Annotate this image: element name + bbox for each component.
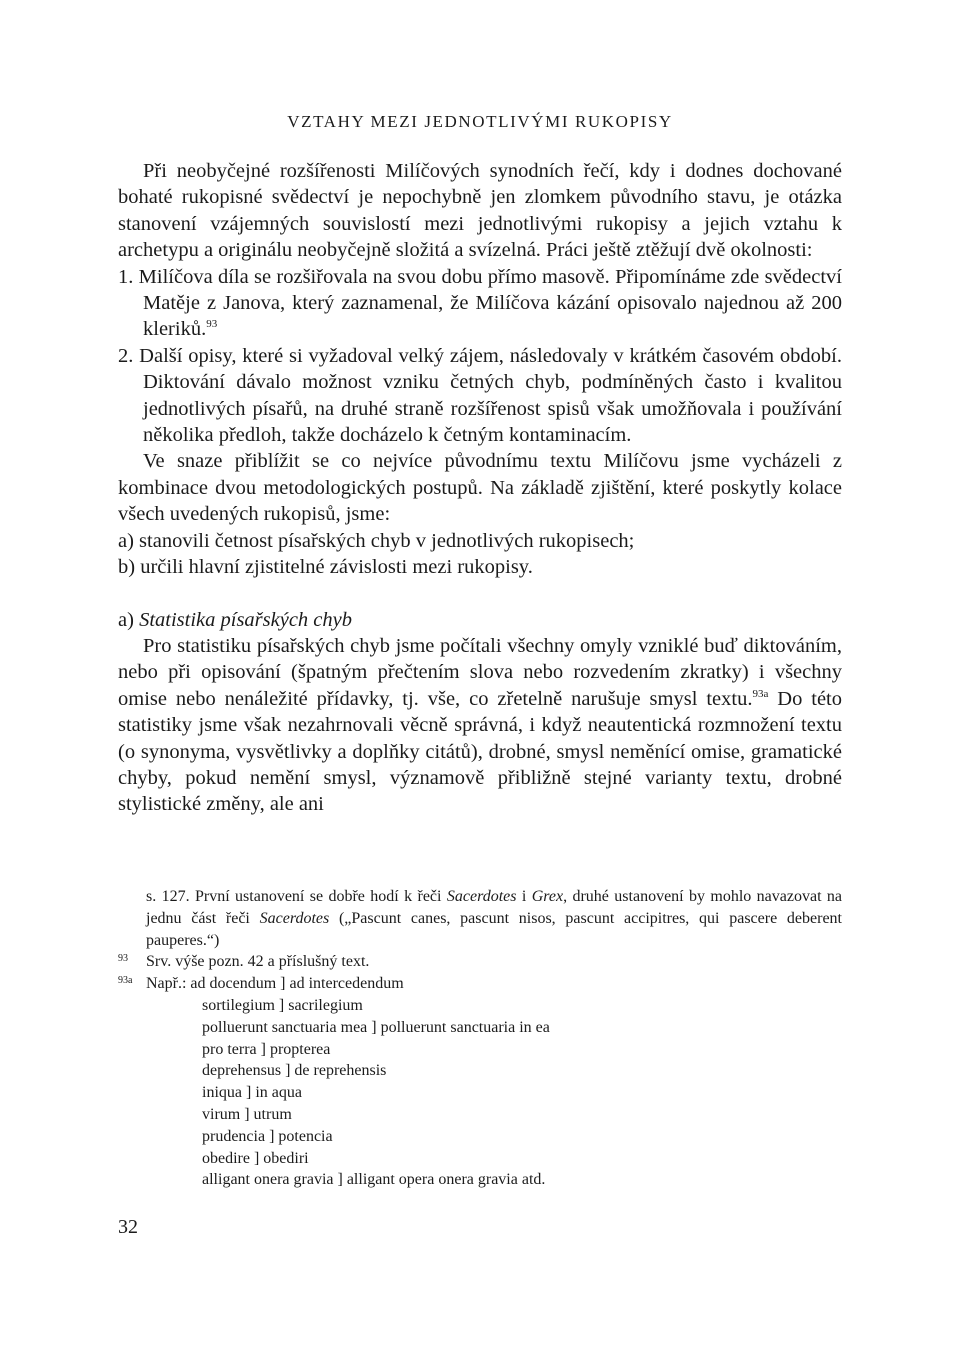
list-item-1 (118, 264, 842, 343)
paragraph-statistics-b: Do této statistiky jsme však nezahrnovali věcně správná, i když neautentická rozmnožení textu (o synonyma, vysvětlivky a doplňky citátů), drobné, smysl neměnící omise, gramatické chyby, pokud nemění smysl, významově přibližně stejné varianty textu, drobné stylistické změny, ale ani (118, 687, 842, 816)
list-item-a: a) stanovili četnost písařských chyb v jednotlivých rukopisech; (118, 529, 635, 552)
paragraph-intro: Při neobyčejné rozšířenosti Milíčových synodních řečí, kdy i dodnes dochované bohaté rukopisné svědectví je nepochybně jen zlomkem původního stavu, je otázka stanovení vzájemných souvislostí mezi jednotlivými rukopisy a jejich vztahu k archetypu a originálu neobyčejně složitá a svízelná. Práci ještě ztěžují dvě okolnosti: (118, 160, 842, 262)
variant-list (118, 995, 842, 1191)
section-title: Statistika písařských chyb (139, 608, 352, 631)
section-heading (118, 607, 842, 633)
running-header: VZTAHY MEZI JEDNOTLIVÝMI RUKOPISY (287, 112, 673, 131)
section-prefix: a) (118, 608, 140, 631)
footnote-continuation (118, 886, 842, 951)
footnote-93-mark: 93 (118, 953, 128, 965)
variant-item: pro terra ] propterea (202, 1040, 331, 1058)
footnote-cont-italic-2: Grex (531, 888, 564, 905)
list-item-1-text: 1. Milíčova díla se rozšiřovala na svou dobu přímo masově. Připomínáme zde svědectví Matěje z Janova, který zaznamenal, že Milíčova kázání opisovalo najednou až 200 kleriků. (118, 265, 842, 341)
variant-item: deprehensus ] de reprehensis (202, 1062, 387, 1080)
list-item-b: b) určili hlavní zjistitelné závislosti mezi rukopisy. (118, 556, 533, 579)
footnote-93a-mark: 93a (118, 975, 133, 987)
variant-item: alligant onera gravia ] alligant opera onera gravia atd. (202, 1171, 546, 1189)
footnote-ref-93a: 93a (752, 687, 769, 700)
main-text (118, 158, 842, 818)
footnote-cont-italic-3: Sacerdotes (259, 909, 330, 927)
variant-item: sortilegium ] sacrilegium (202, 996, 363, 1014)
page-number: 32 (118, 1216, 138, 1238)
footnote-ref-93: 93 (206, 318, 218, 331)
footnote-93-text: Srv. výše pozn. 42 a příslušný text. (146, 953, 370, 971)
footnote-93a (118, 973, 842, 995)
footnote-cont-text-b: i (516, 888, 532, 905)
footnotes (118, 886, 842, 1191)
footnote-93a-text: Např.: ad docendum ] ad intercedendum (146, 975, 404, 993)
footnote-cont-text-d: („Pascunt canes, pascunt nisos, pascunt accipitres, qui pascere deberent pauperes.“) (146, 909, 842, 949)
variant-item: polluerunt sanctuaria mea ] polluerunt sanctuaria in ea (202, 1018, 550, 1036)
variant-item: obedire ] obediri (202, 1149, 309, 1167)
footnote-93 (118, 951, 842, 973)
footnote-cont-text-c: , druhé ustanovení by mohlo navazovat na jednu část řeči (146, 888, 842, 927)
list-item-2: 2. Další opisy, které si vyžadoval velký zájem, následovaly v krátkém časovém období. Diktování dávalo možnost vzniku četných chyb, podmíněných často i kvalitou jednotlivých písařů, na druhé straně rozšířenost spisů však umožňovala i používání několika předloh, takže docházelo k četným kontaminacím. (118, 344, 842, 447)
variant-item: prudencia ] potencia (202, 1127, 333, 1145)
footnote-cont-text-a: s. 127. První ustanovení se dobře hodí k řeči (146, 888, 447, 905)
variant-item: iniqua ] in aqua (202, 1084, 302, 1102)
paragraph-statistics-a: Pro statistiku písařských chyb jsme počítali všechny omyly vzniklé buď diktováním, nebo při opisování (špatným přečtením slova nebo rozvedením zkratky) i všechny omise nebo nenáležité přídavky, tj. vše, co zřetelně narušuje smysl textu. (118, 634, 842, 710)
paragraph-statistics (118, 633, 842, 818)
footnote-cont-italic-1: Sacerdotes (446, 888, 517, 905)
paragraph-method: Ve snaze přiblížit se co nejvíce původnímu textu Milíčovu jsme vycházeli z kombinace dvou metodologických postupů. Na základě zjištění, které poskytly kolace všech uvedených rukopisů, jsme: (118, 450, 842, 526)
variant-item: virum ] utrum (202, 1105, 292, 1123)
